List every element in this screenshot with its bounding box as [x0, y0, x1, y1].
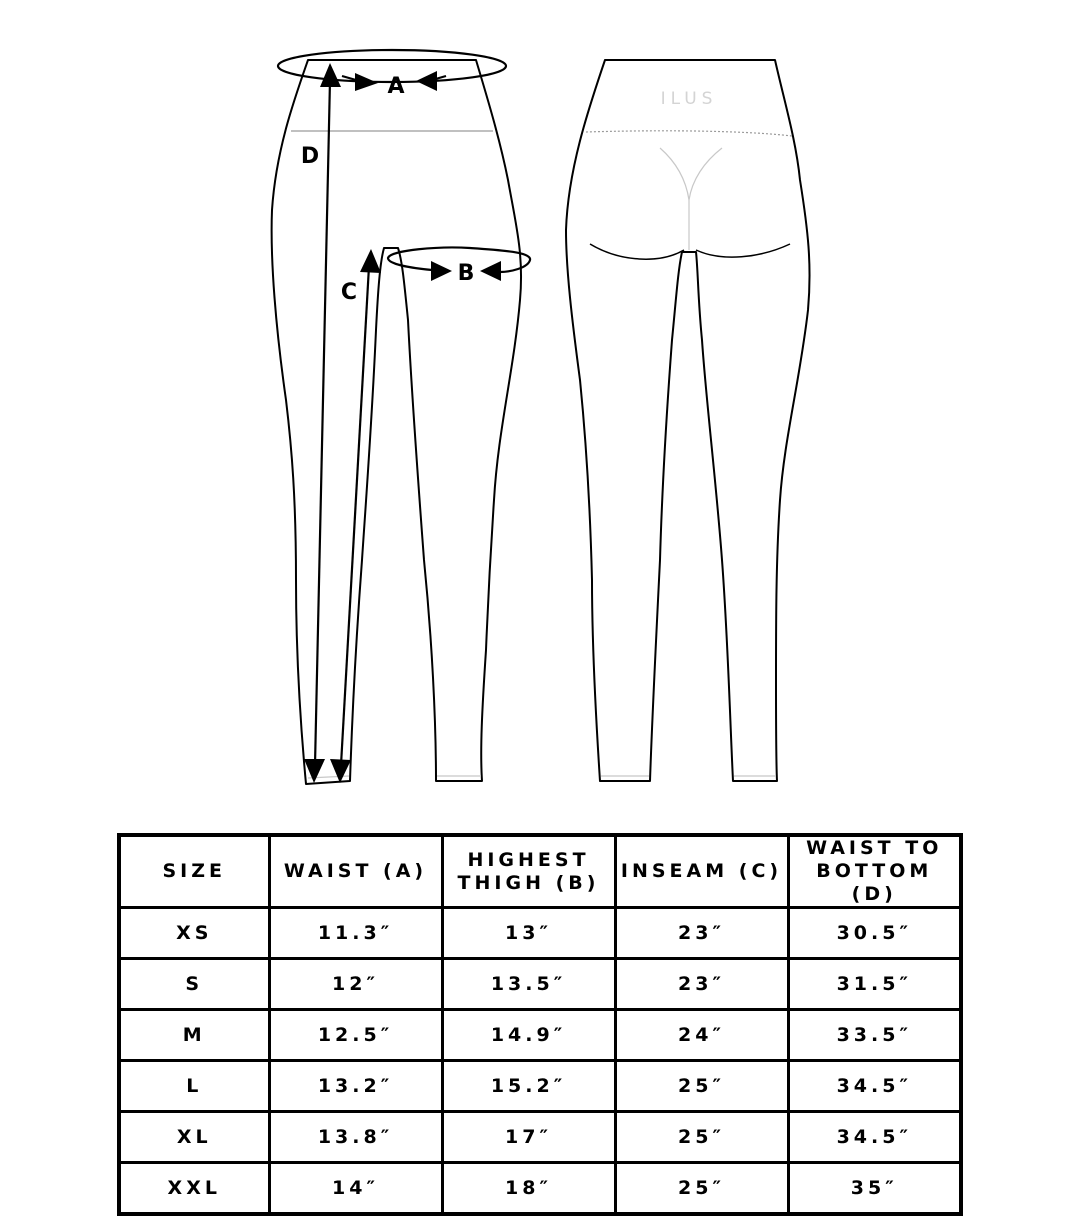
size-chart-header-row — [119, 835, 961, 908]
cell-inseam: 24″ — [615, 1010, 788, 1061]
table-row — [119, 1112, 961, 1163]
cell-size: XL — [119, 1112, 269, 1163]
cell-highest-thigh: 13″ — [442, 908, 615, 959]
cell-waist-to-bottom: 33.5″ — [788, 1010, 961, 1061]
header-waist-to-bottom: WAIST TO BOTTOM (D) — [788, 835, 961, 908]
back-outline — [566, 60, 810, 781]
cell-size: M — [119, 1010, 269, 1061]
cell-waist: 12.5″ — [269, 1010, 442, 1061]
label-a: A — [387, 74, 405, 99]
cell-highest-thigh: 14.9″ — [442, 1010, 615, 1061]
cell-highest-thigh: 17″ — [442, 1112, 615, 1163]
cell-inseam: 23″ — [615, 959, 788, 1010]
cell-size: S — [119, 959, 269, 1010]
cell-size: L — [119, 1061, 269, 1112]
cell-size: XS — [119, 908, 269, 959]
label-c: C — [340, 280, 358, 305]
cell-waist: 14″ — [269, 1163, 442, 1215]
leggings-back-view — [566, 60, 810, 781]
cell-waist: 13.8″ — [269, 1112, 442, 1163]
header-waist: WAIST (A) — [269, 835, 442, 908]
cell-inseam: 25″ — [615, 1163, 788, 1215]
header-size: SIZE — [119, 835, 269, 908]
cell-waist-to-bottom: 35″ — [788, 1163, 961, 1215]
cell-inseam: 23″ — [615, 908, 788, 959]
cell-highest-thigh: 15.2″ — [442, 1061, 615, 1112]
table-row — [119, 1010, 961, 1061]
table-row — [119, 959, 961, 1010]
brand-logo: ILUS — [660, 89, 718, 109]
cell-waist-to-bottom: 34.5″ — [788, 1112, 961, 1163]
table-row — [119, 1163, 961, 1215]
cell-waist: 12″ — [269, 959, 442, 1010]
cell-waist: 11.3″ — [269, 908, 442, 959]
table-row — [119, 908, 961, 959]
cell-highest-thigh: 18″ — [442, 1163, 615, 1215]
cell-inseam: 25″ — [615, 1112, 788, 1163]
cell-inseam: 25″ — [615, 1061, 788, 1112]
cell-waist-to-bottom: 34.5″ — [788, 1061, 961, 1112]
size-chart-table — [117, 833, 963, 1216]
label-b: B — [457, 261, 475, 286]
table-row — [119, 1061, 961, 1112]
cell-waist-to-bottom: 30.5″ — [788, 908, 961, 959]
cell-waist: 13.2″ — [269, 1061, 442, 1112]
cell-highest-thigh: 13.5″ — [442, 959, 615, 1010]
label-d: D — [300, 144, 320, 169]
header-highest-thigh: HIGHEST THIGH (B) — [442, 835, 615, 908]
cell-waist-to-bottom: 31.5″ — [788, 959, 961, 1010]
cell-size: XXL — [119, 1163, 269, 1215]
header-inseam: INSEAM (C) — [615, 835, 788, 908]
